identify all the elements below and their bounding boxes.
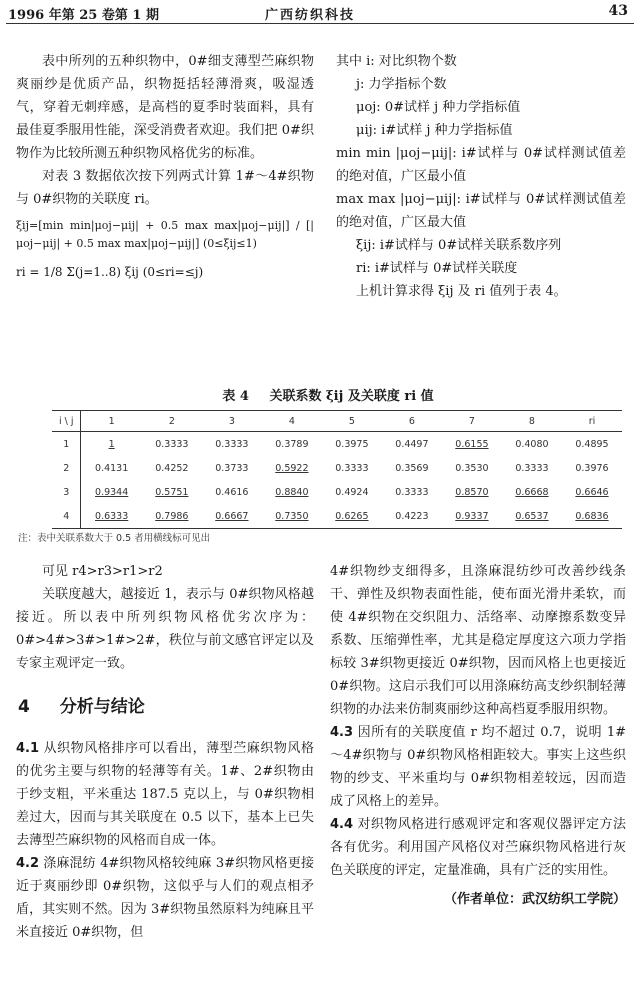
paragraph-4-4	[330, 813, 626, 882]
paragraph-calc: 对表 3 数据依次按下列两式计算 1#～4#织物与 0#织物的关联度 ri。	[16, 169, 314, 207]
table-caption	[0, 385, 640, 404]
left-column	[16, 50, 314, 283]
table-cell: 0.4497	[395, 438, 429, 450]
paragraph-order: 可见 r4>r3>r1>r2	[42, 564, 163, 579]
paragraph-4-1	[16, 737, 314, 852]
correlation-table	[52, 410, 622, 529]
table-cell: 0.6836	[562, 504, 622, 529]
row-index: 1	[52, 432, 81, 457]
col-header: 4	[262, 411, 322, 432]
table-row	[52, 432, 622, 457]
paragraph-continued: 4#织物纱支细得多，且涤麻混纺纱可改善纱线条干、弹性及织物表面性能，使布面光滑井柔软，而使 4#织物在交织阻力、活络率、动摩擦系数变异系数、压缩弹性率，尤其是稳定厚度这六项力学指标较 3#织物更接近 0#织物，因而风格上也更接近 0#织物。这启示我们可以用涤麻纺高支纱织制轻薄织物的办法来仿制爽丽纱这种高档夏季服用织物。	[330, 564, 626, 717]
table-cell: 0.3733	[215, 462, 249, 474]
paragraph-intro: 表中所列的五种织物中，0#细支薄型苎麻织物爽丽纱是优质产品，织物挺括轻薄滑爽，吸湿透气，穿着无刺痒感，是高档的夏季时装面料，具有最佳夏季服用性能，深受消费者欢迎。我们把 0#织物作为比较所测五种织物风格优劣的标准。	[16, 54, 314, 161]
def-result: 上机计算求得 ξij 及 ri 值列于表 4。	[356, 284, 567, 299]
section-title: 分析与结论	[59, 697, 145, 717]
row-index: 2	[52, 456, 81, 480]
table-cell: 0.4223	[382, 504, 442, 529]
formula-r: ri = 1/8 Σ(j=1..8) ξij (0≤ri=≤j)	[16, 265, 204, 279]
analysis-right-block	[330, 560, 626, 907]
table-cell: 0.4616	[215, 486, 249, 498]
para-text: 对织物风格进行感观评定和客观仪器评定方法各有优劣。利用国产风格仪对苎麻织物风格进行灰色关联度的评定，定量准确，具有广泛的实用性。	[330, 817, 626, 878]
para-text: 从织物风格排序可以看出，薄型苎麻织物风格的优劣主要与织物的轻薄等有关。1#、2#织物由于纱支粗，平米重达 187.5 克以上，与 0#织物相差过大，因而与其关联度在 0.5 以下，基本上已失去薄型苎麻织物的风格而自成一体。	[16, 741, 314, 848]
table-header-row	[52, 411, 622, 432]
paragraph-4-2	[16, 852, 314, 944]
def-j: j: 力学指标个数	[356, 77, 447, 92]
para-number: 4.2	[16, 856, 40, 871]
table-cell: 0.3333	[155, 438, 189, 450]
table-row	[52, 480, 622, 504]
table-cell: 0.3333	[395, 486, 429, 498]
row-index: 3	[52, 480, 81, 504]
table-cell: 0.6155	[455, 438, 489, 450]
table-corner: i \ j	[52, 411, 81, 432]
col-header: 2	[142, 411, 202, 432]
header-rule	[6, 23, 634, 24]
paragraph-relation: 关联度越大，越接近 1，表示与 0#织物风格越接近。所以表中所列织物风格优劣次序为：0#>4#>3#>1#>2#，秩位与前文感官评定以及专家主观评定一致。	[16, 587, 314, 671]
table-cell: 0.8840	[275, 486, 309, 498]
table-row	[52, 504, 622, 529]
table-cell: 0.6668	[515, 486, 549, 498]
table-row	[52, 456, 622, 480]
table-title: 关联系数 ξij 及关联度 ri 值	[269, 389, 434, 404]
para-number: 4.4	[330, 817, 354, 832]
table-note: 注：表中关联系数大于 0.5 者用横线标可见出	[18, 533, 211, 544]
table-cell: 0.3789	[275, 438, 309, 450]
col-header: ri	[562, 411, 622, 432]
para-text: 涤麻混纺 4#织物风格较纯麻 3#织物风格更接近于爽丽纱即 0#织物，这似乎与人们的观点相矛盾，其实则不然。因为 3#织物虽然原料为纯麻且平米直接近 0#织物，但	[16, 856, 314, 940]
table-cell: 0.6537	[502, 504, 562, 529]
table-cell: 0.4895	[575, 438, 609, 450]
page-number: 43	[608, 3, 628, 19]
def-muij: μij: i#试样 j 种力学指标值	[356, 123, 513, 138]
para-text: 因所有的关联度值 r 均不超过 0.7，说明 1#～4#织物与 0#织物风格相距较大。事实上这些织物的纱支、平米重均与 0#织物相差较远，因而造成了风格上的差异。	[330, 725, 626, 809]
table-cell: 0.3569	[395, 462, 429, 474]
table-cell: 0.3333	[515, 462, 549, 474]
table-cell: 0.7350	[262, 504, 322, 529]
col-header: 1	[81, 411, 142, 432]
page-header	[0, 0, 640, 24]
para-number: 4.3	[330, 725, 354, 740]
def-muoj: μoj: 0#试样 j 种力学指标值	[356, 100, 521, 115]
col-header: 8	[502, 411, 562, 432]
right-column	[336, 50, 626, 303]
table-cell: 0.3975	[335, 438, 369, 450]
table-cell: 0.4080	[515, 438, 549, 450]
author-affiliation: （作者单位：武汉纺织工学院）	[443, 892, 626, 907]
table-cell: 0.4252	[155, 462, 189, 474]
table-cell: 0.5751	[155, 486, 189, 498]
col-header: 5	[322, 411, 382, 432]
formula-xi	[16, 217, 314, 253]
table-cell: 0.4131	[95, 462, 129, 474]
def-ri: ri: i#试样与 0#试样关联度	[356, 261, 518, 276]
col-header: 6	[382, 411, 442, 432]
table-cell: 0.8570	[455, 486, 489, 498]
def-min: min min |μoj−μij|: i#试样与 0#试样测试值差的绝对值，广区最小值	[336, 146, 626, 184]
def-xi: ξij: i#试样与 0#试样关联系数序列	[356, 238, 562, 253]
issue-label: 1996 年第 25 卷第 1 期	[8, 8, 159, 23]
col-header: 3	[202, 411, 262, 432]
col-header: 7	[442, 411, 502, 432]
table-cell: 0.3333	[215, 438, 249, 450]
table-cell: 0.9337	[442, 504, 502, 529]
analysis-left-block	[16, 737, 314, 944]
row-index: 4	[52, 504, 81, 529]
table-cell: 0.3976	[575, 462, 609, 474]
table-cell: 0.6333	[81, 504, 142, 529]
table-cell: 0.5922	[275, 462, 309, 474]
section-heading	[18, 692, 145, 717]
table-cell: 0.3333	[335, 462, 369, 474]
para-number: 4.1	[16, 741, 40, 756]
table-cell: 0.6646	[575, 486, 609, 498]
table-cell: 0.9344	[95, 486, 129, 498]
def-max: max max |μoj−μij|: i#试样与 0#试样测试值差的绝对值，广区最大值	[336, 192, 626, 230]
def-i: 其中 i: 对比织物个数	[336, 54, 457, 69]
table-cell: 0.6667	[202, 504, 262, 529]
paragraph-4-3	[330, 721, 626, 813]
table-cell: 0.6265	[322, 504, 382, 529]
journal-name: 广西纺织科技	[265, 8, 356, 23]
table-cell: 0.7986	[142, 504, 202, 529]
table-cell: 1	[108, 438, 115, 450]
table-cell: 0.4924	[335, 486, 369, 498]
section-number: 4	[18, 697, 30, 717]
lower-left-block	[16, 560, 314, 675]
table-label: 表 4	[222, 389, 249, 404]
formula-xi-text: ξij=[min min|μoj−μij| + 0.5 max max|μoj−μij|] / [|μoj−μij| + 0.5 max max|μoj−μij|] (0≤ξij≤1)	[16, 219, 314, 250]
table-cell: 0.3530	[455, 462, 489, 474]
